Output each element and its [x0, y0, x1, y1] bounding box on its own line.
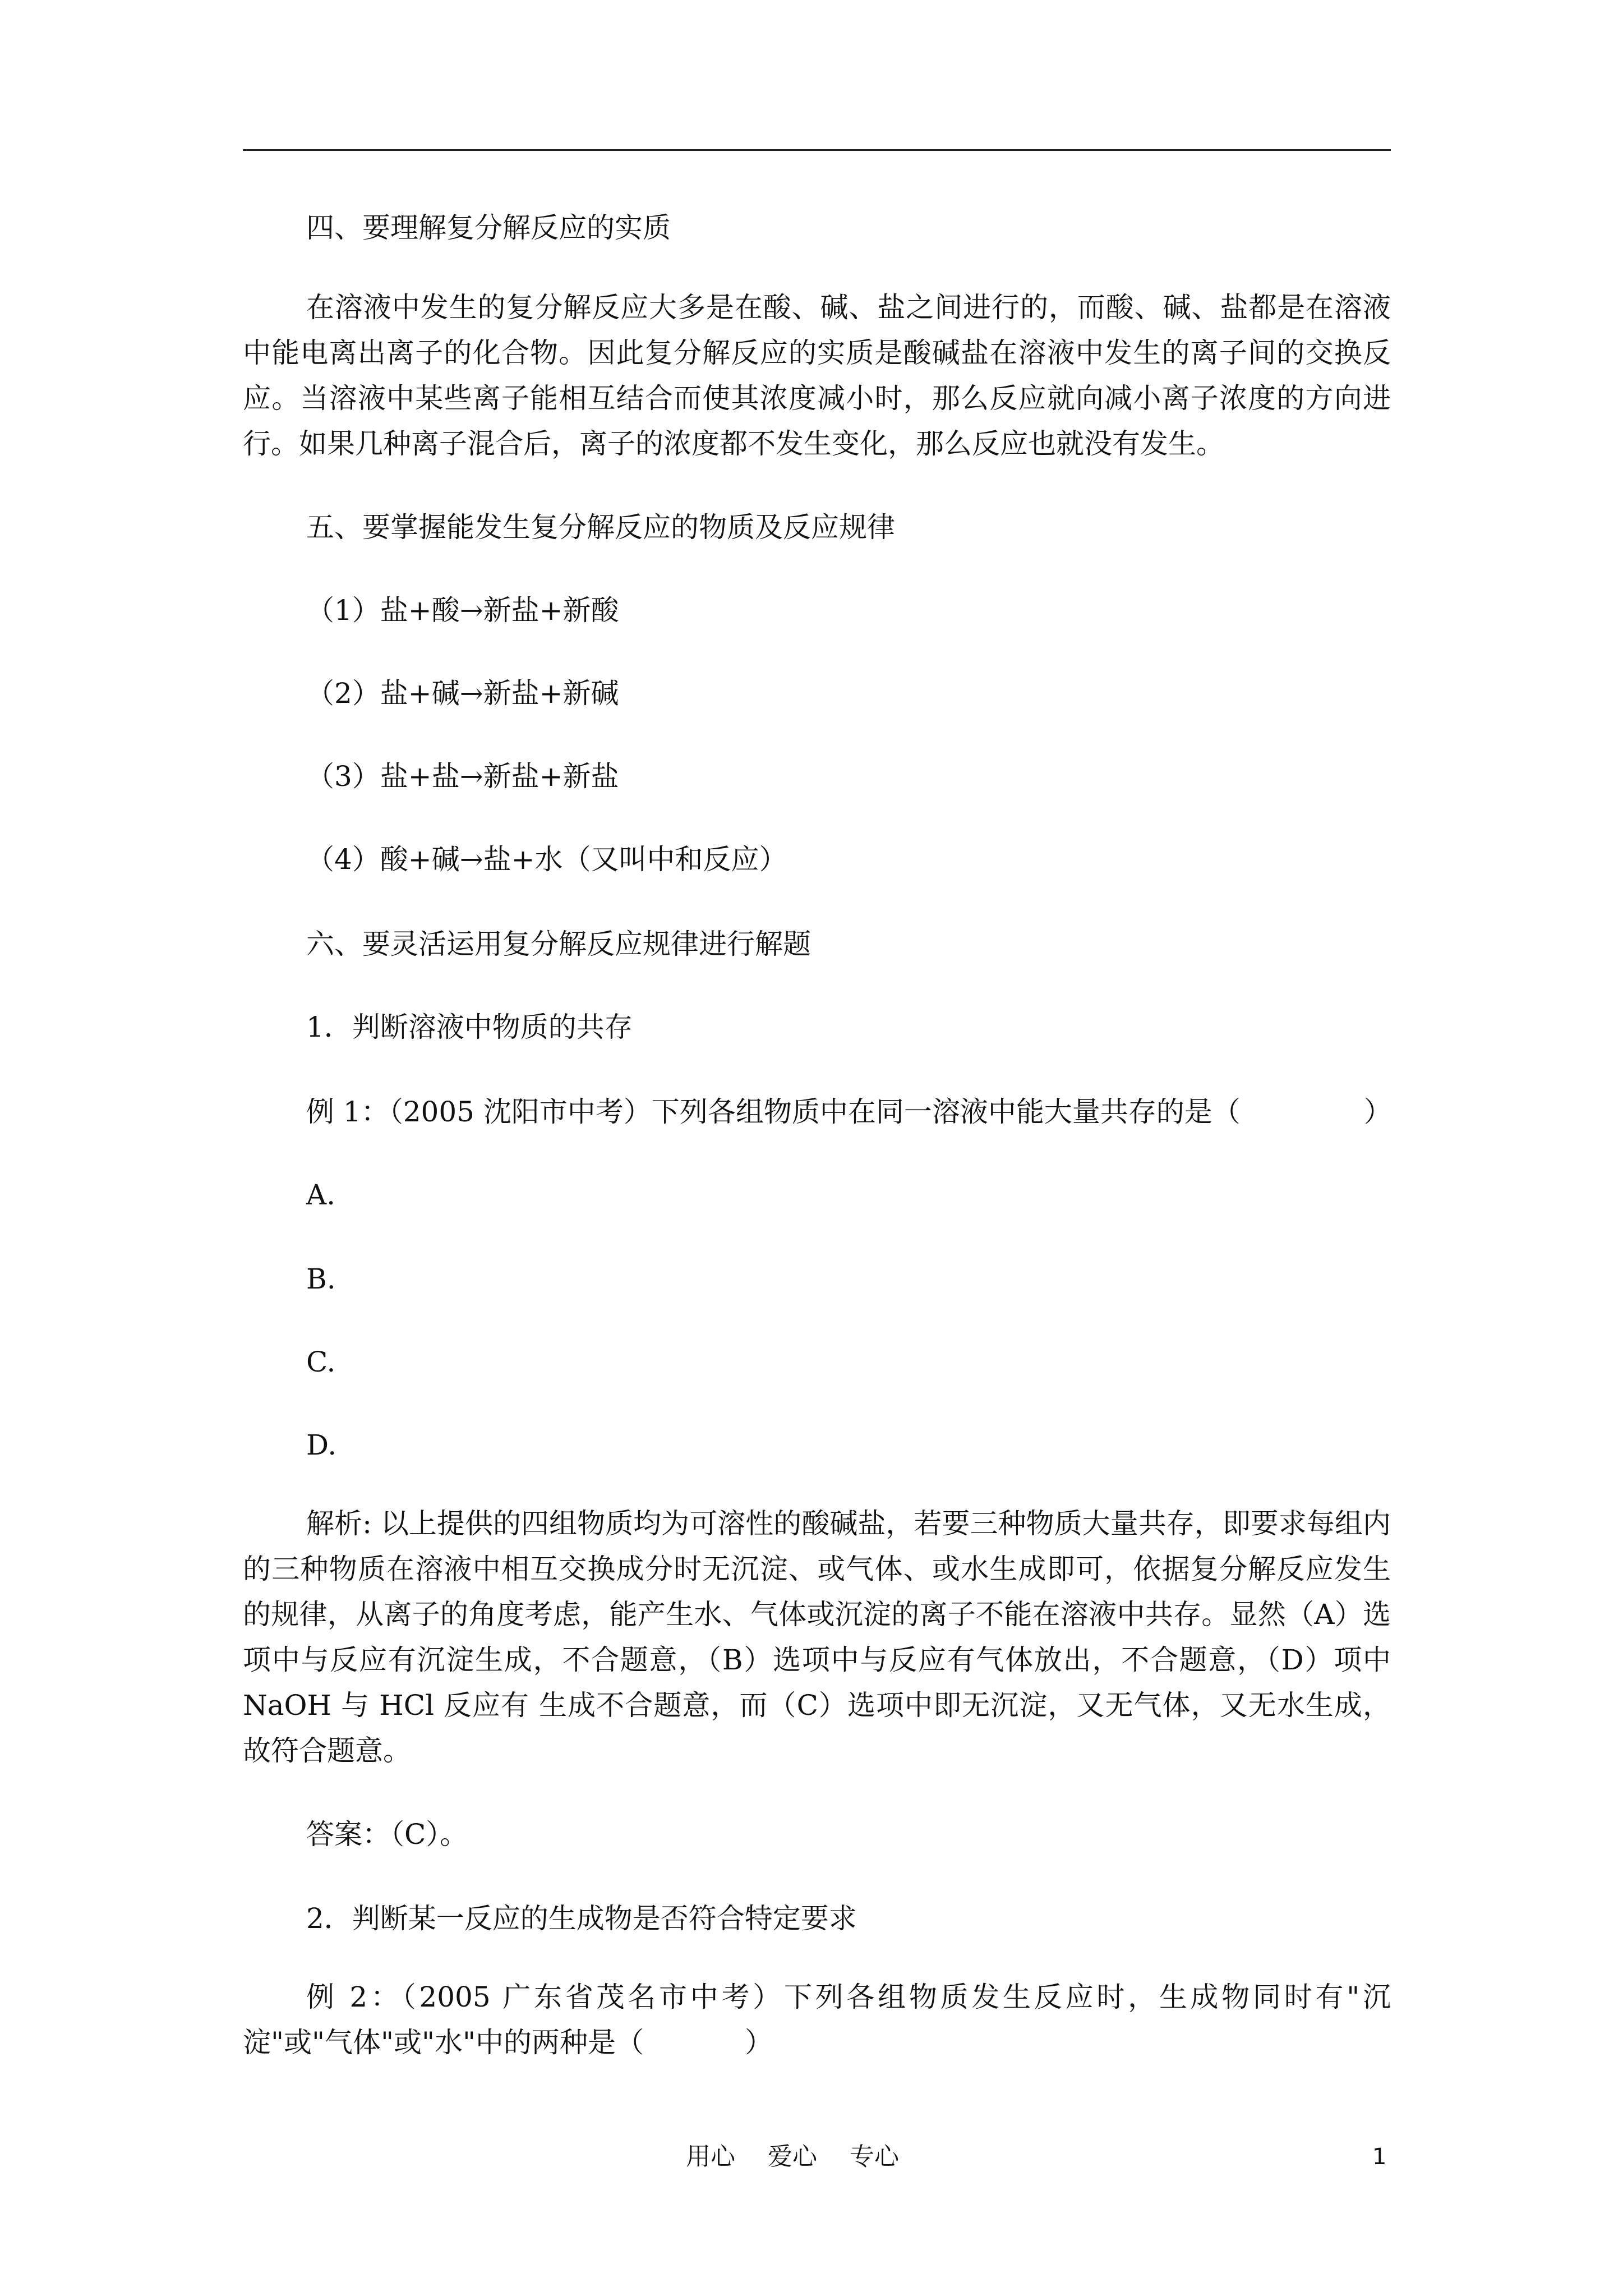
example1-answer: 答案：（C）。	[306, 1818, 468, 1851]
example2-stem-text: 例 2：（2005 广东省茂名市中考）下列各组物质发生反应时，生成物同时有"沉淀"或"气体"或"水"中的两种是（	[243, 1981, 1391, 2059]
section4-heading: 四、要理解复分解反应的实质	[306, 211, 671, 244]
rule-1: （1）盐+酸→新盐+新酸	[306, 594, 619, 627]
subheading-1: 1．判断溶液中物质的共存	[306, 1011, 633, 1043]
rule-2: （2）盐+碱→新盐+新碱	[306, 677, 619, 710]
option-d: D.	[306, 1429, 337, 1461]
section5-heading: 五、要掌握能发生复分解反应的物质及反应规律	[306, 511, 895, 544]
option-b: B.	[306, 1263, 336, 1295]
rule-4: （4）酸+碱→盐+水（又叫中和反应）	[306, 843, 787, 876]
example2-stem	[243, 1975, 1391, 2065]
option-a: A.	[306, 1179, 336, 1211]
example1-close-paren: ）	[1363, 1096, 1392, 1128]
rule-3: （3）盐+盐→新盐+新盐	[306, 760, 619, 793]
section4-paragraph: 在溶液中发生的复分解反应大多是在酸、碱、盐之间进行的，而酸、碱、盐都是在溶液中能电离出离子的化合物。因此复分解反应的实质是酸碱盐在溶液中发生的离子间的交换反应。当溶液中某些离子能相互结合而使其浓度减小时，那么反应就向减小离子浓度的方向进行。如果几种离子混合后，离子的浓度都不发生变化，那么反应也就没有发生。	[243, 291, 1391, 460]
header-rule	[243, 149, 1391, 151]
motto-word: 用心	[686, 2142, 735, 2171]
option-c: C.	[306, 1346, 336, 1378]
example2-close-paren: ）	[745, 2026, 773, 2059]
example1-analysis: 解析: 以上提供的四组物质均为可溶性的酸碱盐，若要三种物质大量共存，即要求每组内的三种物质在溶液中相互交换成分时无沉淀、或气体、或水生成即可，依据复分解反应发生的规律，从离子的角度考虑，能产生水、气体或沉淀的离子不能在溶液中共存。显然（A）选项中与反应有沉淀生成，不合题意，（B）选项中与反应有气体放出，不合题意，（D）项中 NaOH 与 HCl 反应有 生成不合题意，而（C）选项中即无沉淀，又无气体，又无水生成，故符合题意。	[243, 1507, 1391, 1767]
example1-stem-text: 例 1：（2005 沈阳市中考）下列各组物质中在同一溶液中能大量共存的是（	[306, 1096, 1241, 1128]
footer-motto	[686, 2142, 924, 2172]
motto-word: 爱心	[768, 2142, 817, 2171]
page-number: 1	[1372, 2144, 1387, 2170]
subheading-2: 2．判断某一反应的生成物是否符合特定要求	[306, 1902, 857, 1935]
motto-word: 专心	[850, 2142, 899, 2171]
example1-stem	[306, 1095, 1392, 1129]
section6-heading: 六、要灵活运用复分解反应规律进行解题	[306, 928, 811, 960]
